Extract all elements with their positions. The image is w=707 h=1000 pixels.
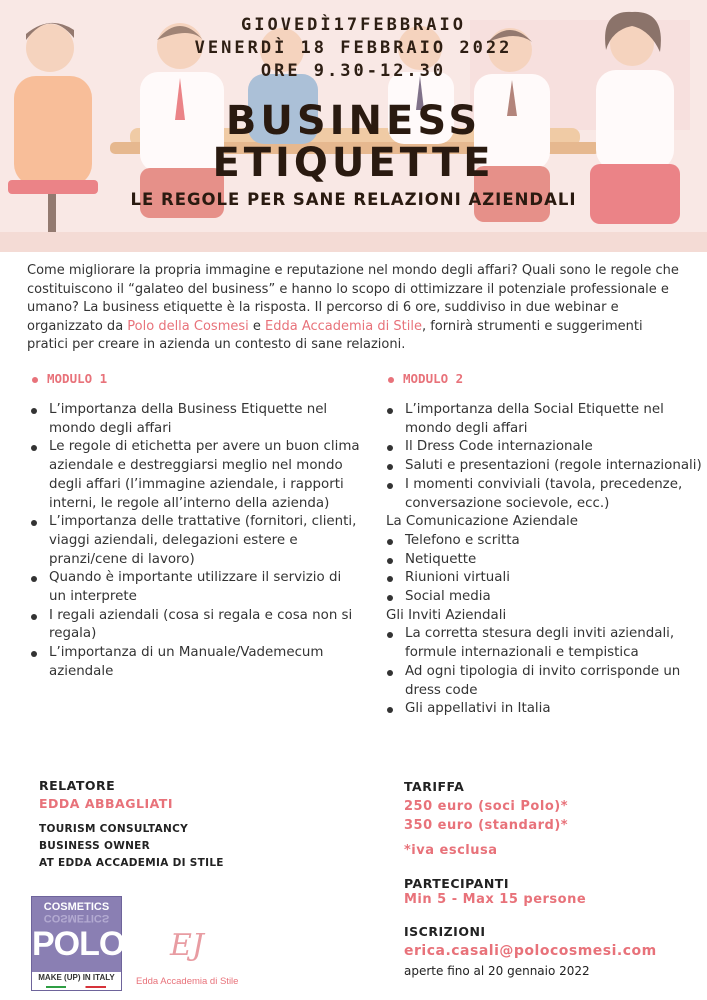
list-item: Saluti e presentazioni (regole internazionali) <box>386 457 704 476</box>
relatore-role-2: BUSINESS OWNER <box>39 840 151 852</box>
org-link-polo: Polo della Cosmesi <box>127 318 249 334</box>
list-item: Riunioni virtuali <box>386 569 704 588</box>
iscrizioni-email[interactable]: erica.casali@polocosmesi.com <box>404 943 657 959</box>
edda-monogram: EJ <box>170 928 204 963</box>
list-item: I momenti conviviali (tavola, precedenze, conversazione socievole, ecc.) <box>386 476 704 513</box>
polo-cosmesi-logo <box>31 896 125 991</box>
list-item: L’importanza di un Manuale/Vademecum aziendale <box>30 644 360 681</box>
title-line-1: BUSINESS <box>225 98 482 144</box>
edda-accademia-logo <box>132 928 252 992</box>
edda-logo-name: Edda Accademia di Stile <box>136 976 239 987</box>
bullet-icon <box>388 377 394 383</box>
subtitle: LE REGOLE PER SANE RELAZIONI AZIENDALI <box>130 190 577 209</box>
list-item: Telefono e scritta <box>386 532 704 551</box>
relatore-role-3: AT EDDA ACCADEMIA DI STILE <box>39 857 224 869</box>
section-comunicazione: La Comunicazione Aziendale <box>386 514 578 530</box>
list-item: Ad ogni tipologia di invito corrisponde un dress code <box>386 663 704 700</box>
title-line-2: ETIQUETTE <box>212 140 495 186</box>
list-item: Le regole di etichetta per avere un buon clima aziendale e destreggiarsi meglio nel mondo degli affari (l’immagine aziendale, i rapporti interni, le regole all’interno della azienda) <box>30 438 360 513</box>
relatore-role-1: TOURISM CONSULTANCY <box>39 823 189 835</box>
tariffa-label: TARIFFA <box>404 779 465 794</box>
relatore-name: EDDA ABBAGLIATI <box>39 796 173 811</box>
org-link-edda: Edda Accademia di Stile <box>265 318 422 334</box>
list-item: La corretta stesura degli inviti aziendali, formule internazionali e tempistica <box>386 625 704 662</box>
date-line-2: VENERDÌ 18 FEBBRAIO 2022 <box>194 38 513 58</box>
partecipanti-value: Min 5 - Max 15 persone <box>404 892 587 907</box>
tariffa-note: *iva esclusa <box>404 843 498 858</box>
logo-text-polo: POLO <box>32 925 125 963</box>
modulo-1-label: MODULO 1 <box>47 371 108 386</box>
iscrizioni-label: ISCRIZIONI <box>404 924 486 939</box>
intro-text-2: , fornirà strumenti e suggerimenti pratici per creare in azienda un contesto di sane relazioni. <box>27 318 643 353</box>
list-item: L’importanza della Business Etiquette nel mondo degli affari <box>30 401 360 438</box>
bullet-icon <box>32 377 38 383</box>
list-item: L’importanza delle trattative (fornitori, clienti, viaggi aziendali, delegazioni estere e pranzi/cene di lavoro) <box>30 513 360 569</box>
logo-text-cosmetics: COSMETICS <box>43 901 110 913</box>
partecipanti-label: PARTECIPANTI <box>404 876 509 891</box>
modulo-2-list <box>386 401 704 719</box>
intro-conj: e <box>248 318 266 334</box>
list-item: Social media <box>386 588 704 607</box>
iscrizioni-deadline: aperte fino al 20 gennaio 2022 <box>404 964 590 978</box>
hero-banner <box>0 0 707 252</box>
list-item: Il Dress Code internazionale <box>386 438 704 457</box>
tariffa-price-1: 250 euro (soci Polo)* <box>404 799 568 814</box>
list-item: Netiquette <box>386 551 704 570</box>
list-item: I regali aziendali (cosa si regala e cosa non si regala) <box>30 607 360 644</box>
logo-tagline: MAKE (UP) IN ITALY <box>32 972 121 990</box>
time-line: ORE 9.30-12.30 <box>260 61 447 81</box>
logo-text-cosmetics-reflection: COSMETICS <box>43 912 110 924</box>
tariffa-price-2: 350 euro (standard)* <box>404 818 569 833</box>
list-item: Quando è importante utilizzare il servizio di un interprete <box>30 569 360 606</box>
intro-paragraph <box>27 262 687 355</box>
relatore-label: RELATORE <box>39 778 116 793</box>
modulo-1-list <box>30 401 360 682</box>
section-inviti: Gli Inviti Aziendali <box>386 607 507 623</box>
modulo-1-heading <box>32 371 107 386</box>
date-line-1: GIOVEDÌ17FEBBRAIO <box>241 15 466 35</box>
modulo-2-heading <box>388 371 463 386</box>
italian-flag-stripe <box>46 986 106 988</box>
modulo-2-label: MODULO 2 <box>403 371 464 386</box>
intro-text-1: Come migliorare la propria immagine e reputazione nel mondo degli affari? Quali sono le regole che costituiscono il “galateo del business” e hanno lo scopo di ottimizzare il potenziale professionale e umano? La business etiquette è la risposta. Il percorso di 6 ore, suddiviso in due webinar e organizzato da <box>27 263 679 334</box>
list-item: Gli appellativi in Italia <box>386 700 704 719</box>
list-item: L’importanza della Social Etiquette nel mondo degli affari <box>386 401 704 438</box>
